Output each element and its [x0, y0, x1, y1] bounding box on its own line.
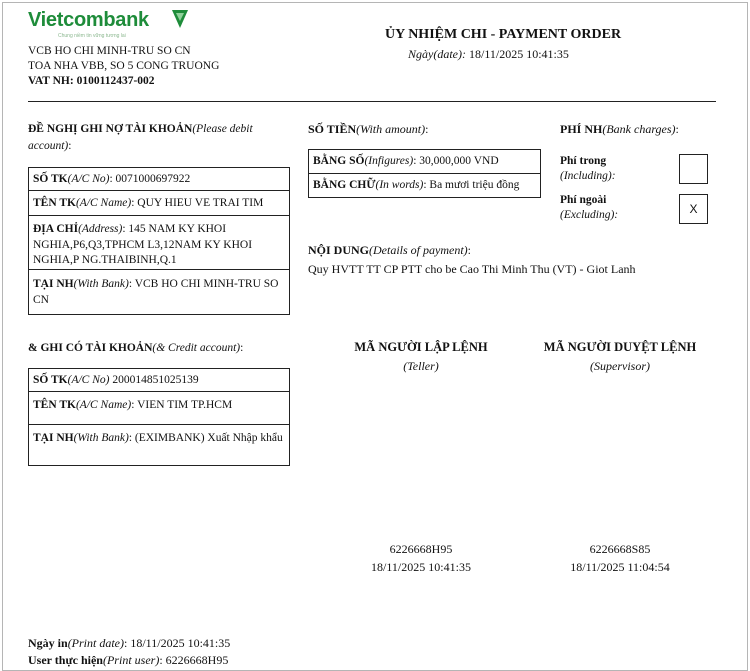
amount-figures-value: : 30,000,000 VND — [413, 155, 499, 167]
credit-acno-row: SỐ TK(A/C No) 200014851025139 — [29, 369, 289, 392]
amount-words-row: BẰNG CHỮ(In words): Ba mươi triệu đồng — [313, 179, 520, 191]
print-user-value: : 6226668H95 — [159, 653, 229, 667]
print-date-value: : 18/11/2025 10:41:35 — [124, 636, 231, 650]
bank-tagline: Chung niềm tin vững tương lai — [58, 33, 126, 39]
credit-acname-value: : VIEN TIM TP.HCM — [131, 399, 233, 411]
charge-including-label: Phí trong (Including): — [560, 155, 616, 182]
bank-logo-text: Vietcombank — [28, 9, 149, 31]
amount-words-value: : Ba mươi triệu đồng — [423, 179, 520, 191]
credit-account-box — [28, 368, 290, 466]
debit-bank-value: : VCB HO CHI MINH-TRU SO CN — [33, 278, 279, 306]
details-value: Quy HVTT TT CP PTT cho be Cao Thi Minh Thu (VT) - Giot Lanh — [308, 262, 636, 276]
supervisor-title: MÃ NGƯỜI DUYỆT LỆNH — [543, 340, 697, 354]
document-title: ỦY NHIỆM CHI - PAYMENT ORDER — [385, 27, 622, 42]
teller-time: 18/11/2025 10:41:35 — [371, 560, 471, 574]
bank-logo — [28, 9, 149, 39]
amount-section-title: SỐ TIỀN(With amount): — [308, 122, 429, 136]
debit-acname-row: TÊN TK(A/C Name): QUY HIEU VE TRAI TIM — [29, 191, 289, 216]
print-date: Ngày in(Print date): 18/11/2025 10:41:35 — [28, 636, 231, 650]
charge-excluding-label: Phí ngoài (Excluding): — [560, 194, 619, 221]
supervisor-subtitle: (Supervisor) — [590, 359, 650, 373]
debit-address-row: ĐỊA CHỈ(Address): 145 NAM KY KHOI NGHIA,P6,Q3,TPHCM L3,12NAM KY KHOI NGHIA,P NG.THAIBINH,Q.1 — [29, 216, 289, 270]
debit-acno-row: SỐ TK(A/C No): 0071000697922 — [29, 168, 289, 191]
details-section-title: NỘI DUNG(Details of payment): — [308, 243, 472, 257]
charge-including-checkbox — [679, 154, 708, 184]
vietcombank-emblem-icon — [171, 9, 189, 29]
debit-bank-row: TẠI NH(With Bank): VCB HO CHI MINH-TRU SO CN — [33, 278, 279, 306]
charges-section-title: PHÍ NH(Bank charges): — [560, 122, 679, 136]
debit-account-box — [28, 167, 290, 315]
debit-acno-value: : 0071000697922 — [109, 173, 191, 185]
amount-box — [308, 149, 541, 198]
credit-bank-row: TẠI NH(With Bank): (EXIMBANK) Xuất Nhập khẩu — [33, 432, 283, 444]
teller-subtitle: (Teller) — [403, 359, 439, 373]
vat-value: 0100112437-002 — [76, 75, 155, 87]
vat-label: VAT NH: — [28, 75, 74, 87]
date-value: 18/11/2025 10:41:35 — [468, 47, 569, 61]
payment-order-document — [2, 2, 748, 671]
debit-section-title: ĐỀ NGHỊ GHI NỢ TÀI KHOẢN(Please debit account): — [28, 123, 253, 152]
supervisor-time: 18/11/2025 11:04:54 — [570, 560, 670, 574]
teller-title: MÃ NGƯỜI LẬP LỆNH — [354, 340, 488, 354]
date-label: Ngày(date): — [408, 47, 466, 61]
credit-acno-value: 200014851025139 — [109, 374, 199, 386]
print-user: User thực hiện(Print user): 6226668H95 — [28, 653, 229, 667]
amount-figures-row: BẰNG SỐ(Infigures): 30,000,000 VND — [309, 150, 540, 174]
credit-section-title: & GHI CÓ TÀI KHOẢN(& Credit account): — [28, 342, 244, 354]
bank-branch: VCB HO CHI MINH-TRU SO CN — [28, 45, 191, 57]
document-date — [408, 47, 569, 62]
credit-bank-value: : (EXIMBANK) Xuất Nhập khẩu — [128, 432, 283, 444]
charge-excluding-checkbox: X — [679, 194, 708, 224]
credit-acname-row: TÊN TK(A/C Name): VIEN TIM TP.HCM — [29, 392, 289, 425]
bank-address: TOA NHA VBB, SO 5 CONG TRUONG — [28, 60, 220, 72]
debit-acname-value: : QUY HIEU VE TRAI TIM — [131, 197, 264, 209]
debit-address-value: : 145 NAM KY KHOI NGHIA,P6,Q3,TPHCM L3,12NAM KY KHOI NGHIA,P NG.THAIBINH,Q.1 — [33, 223, 253, 266]
supervisor-code: 6226668S85 — [589, 542, 651, 556]
bank-vat — [28, 75, 155, 87]
teller-code: 6226668H95 — [389, 542, 453, 556]
header-divider — [28, 101, 716, 102]
